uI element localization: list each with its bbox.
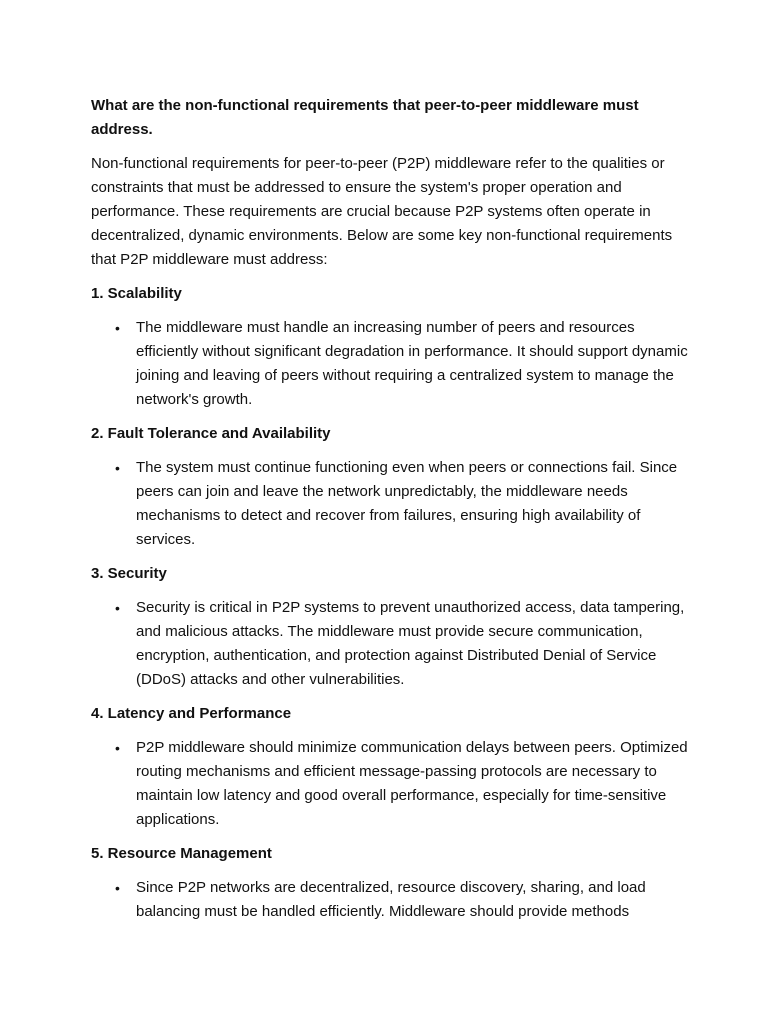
bullet-icon: •	[115, 600, 120, 616]
section-heading: 2. Fault Tolerance and Availability	[91, 425, 331, 442]
bullet-item	[91, 876, 688, 924]
bullet-list	[91, 456, 688, 552]
section-heading: 1. Scalability	[91, 285, 182, 302]
bullet-item	[91, 736, 688, 832]
bullet-text: The system must continue functioning even when peers or connections fail. Since peers can join and leave the network unpredictably, the middleware needs mechanisms to detect and recover from failures, ensuring high availability of services.	[136, 459, 678, 548]
intro-paragraph: Non-functional requirements for peer-to-peer (P2P) middleware refer to the qualities or constraints that must be addressed to ensure the system's proper operation and performance. These requirements are crucial because P2P systems often operate in decentralized, dynamic environments. Below are some key non-functional requirements that P2P middleware must address:	[91, 155, 673, 268]
section-fault-tolerance	[91, 422, 688, 552]
section-heading: 4. Latency and Performance	[91, 705, 292, 722]
bullet-text: The middleware must handle an increasing number of peers and resources efficiently without significant degradation in performance. It should support dynamic joining and leaving of peers without requiring a centralized system to manage the network's growth.	[136, 319, 688, 408]
question-heading: What are the non-functional requirements that peer-to-peer middleware must address.	[91, 97, 639, 138]
bullet-item	[91, 456, 688, 552]
bullet-list	[91, 876, 688, 924]
bullet-list	[91, 596, 688, 692]
section-heading: 5. Resource Management	[91, 845, 272, 862]
section-resource-management	[91, 842, 688, 924]
section-scalability	[91, 282, 688, 412]
bullet-list	[91, 736, 688, 832]
section-security	[91, 562, 688, 692]
bullet-text: Since P2P networks are decentralized, resource discovery, sharing, and load balancing must be handled efficiently. Middleware should provide methods	[136, 879, 646, 920]
bullet-item	[91, 596, 688, 692]
bullet-text: Security is critical in P2P systems to prevent unauthorized access, data tampering, and malicious attacks. The middleware must provide secure communication, encryption, authentication, and protection against Distributed Denial of Service (DDoS) attacks and other vulnerabilities.	[136, 599, 685, 688]
bullet-icon: •	[115, 740, 120, 756]
section-latency	[91, 702, 688, 832]
bullet-icon: •	[115, 880, 120, 896]
bullet-list	[91, 316, 688, 412]
bullet-icon: •	[115, 320, 120, 336]
bullet-icon: •	[115, 460, 120, 476]
bullet-item	[91, 316, 688, 412]
bullet-text: P2P middleware should minimize communication delays between peers. Optimized routing mechanisms and efficient message-passing protocols are necessary to maintain low latency and good overall performance, especially for time-sensitive applications.	[136, 739, 688, 828]
section-heading: 3. Security	[91, 565, 167, 582]
